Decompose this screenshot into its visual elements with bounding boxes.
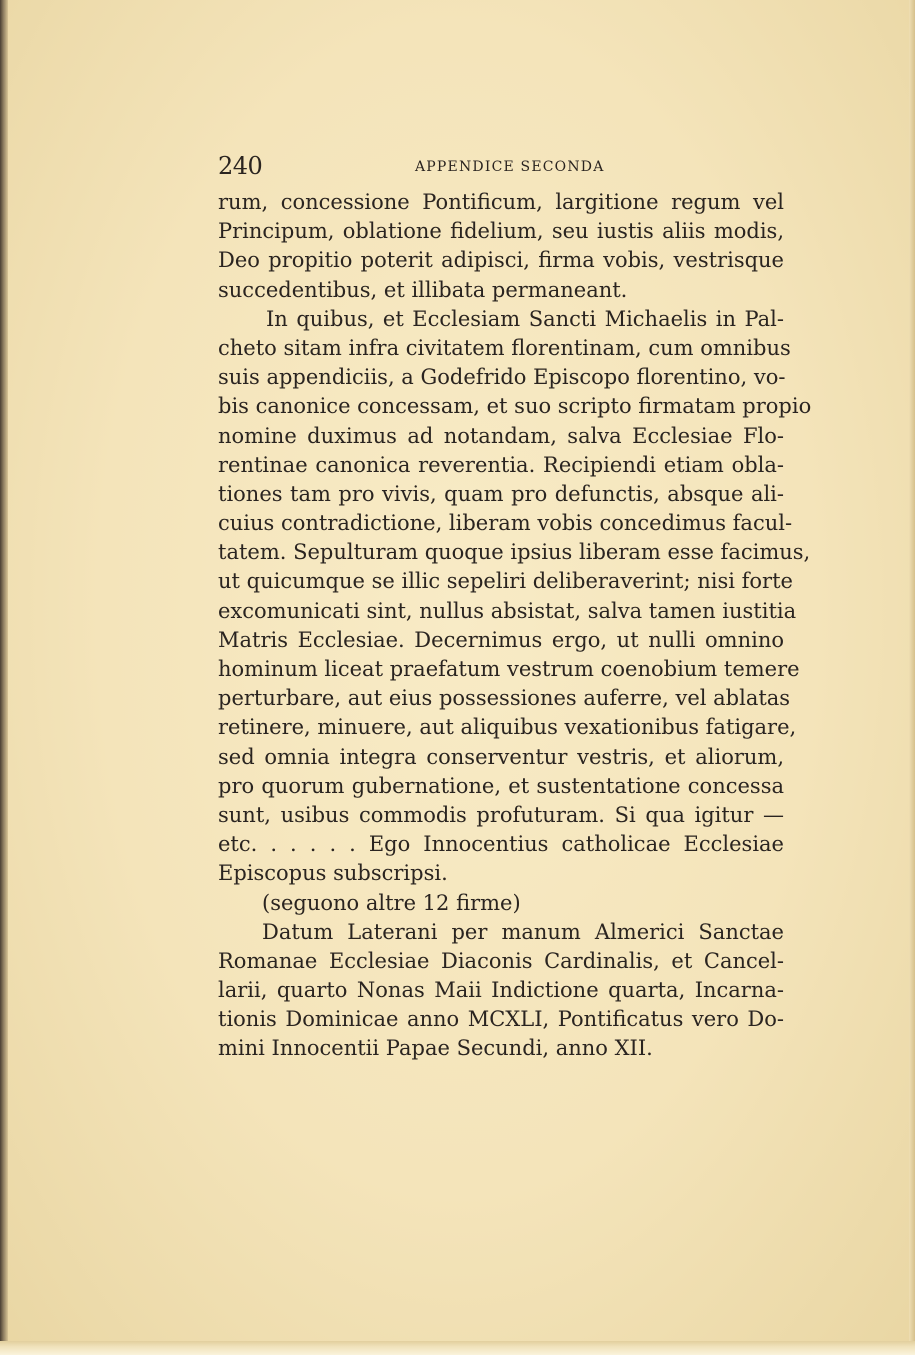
text-line: retinere, minuere, aut aliquibus vexationibus fatigare, <box>218 715 797 740</box>
page-bottom-edge <box>0 1341 915 1355</box>
text-line: tiones tam pro vivis, quam pro defunctis, absque ali- <box>218 481 784 506</box>
text-line: rum, concessione Pontificum, largitione regum vel <box>218 190 784 214</box>
text-line: sed omnia integra conserventur vestris, et aliorum, <box>218 744 784 769</box>
text-line: succedentibus, et illibata permaneant. <box>218 277 628 302</box>
text-line: rentinae canonica reverentia. Recipiendi etiam obla- <box>218 452 784 477</box>
text-line: mini Innocentii Papae Secundi, anno XII. <box>218 1036 653 1061</box>
paragraph <box>218 188 784 305</box>
text-line: (seguono altre 12 firme) <box>262 890 521 915</box>
paragraph <box>218 918 784 1064</box>
text-line: Matris Ecclesiae. Decernimus ergo, ut nulli omnino <box>218 627 784 652</box>
text-line: bis canonice concessam, et suo scripto firmatam propio <box>218 394 812 419</box>
text-line: nomine duximus ad notandam, salva Ecclesiae Flo- <box>218 423 784 448</box>
text-line: etc. . . . . . Ego Innocentius catholicae Ecclesiae <box>218 832 784 857</box>
running-head: APPENDICE SECONDA <box>415 159 605 175</box>
text-line: tionis Dominicae anno MCXLI, Pontificatus vero Do- <box>218 1007 784 1032</box>
text-line: Romanae Ecclesiae Diaconis Cardinalis, et Cancel- <box>218 948 784 973</box>
text-line: tatem. Sepulturam quoque ipsius liberam esse facimus, <box>218 540 811 565</box>
text-line: sunt, usibus commodis profuturam. Si qua igitur — <box>218 802 784 827</box>
page-right-edge <box>909 0 915 1355</box>
text-line: larii, quarto Nonas Maii Indictione quarta, Incarna- <box>218 978 784 1003</box>
page-header <box>218 150 788 184</box>
text-line: hominum liceat praefatum vestrum coenobium temere <box>218 657 800 681</box>
text-line: pro quorum gubernatione, et sustentatione concessa <box>218 773 784 798</box>
text-line: suis appendiciis, a Godefrido Episcopo florentino, vo- <box>218 365 786 390</box>
page-left-edge <box>0 0 8 1355</box>
body-text <box>218 188 812 1064</box>
text-line: In quibus, et Ecclesiam Sancti Michaelis in Pal- <box>266 306 784 331</box>
text-line: Datum Laterani per manum Almerici Sanctae <box>262 919 784 944</box>
text-line: Deo propitio poterit adipisci, firma vobis, vestrisque <box>218 248 784 273</box>
paragraph <box>218 305 812 889</box>
text-line: perturbare, aut eius possessiones auferre, vel ablatas <box>218 686 791 711</box>
text-line: cuius contradictione, liberam vobis concedimus facul- <box>218 511 793 536</box>
paragraph <box>218 889 784 918</box>
page-number: 240 <box>218 152 263 180</box>
text-line: excomunicati sint, nullus absistat, salva tamen iustitia <box>218 598 797 623</box>
text-line: Principum, oblatione fidelium, seu iustis aliis modis, <box>218 219 784 244</box>
text-line: ut quicumque se illic sepeliri deliberaverint; nisi forte <box>218 569 793 594</box>
text-line: cheto sitam infra civitatem florentinam, cum omnibus <box>218 335 791 360</box>
text-line: Episcopus subscripsi. <box>218 861 448 886</box>
